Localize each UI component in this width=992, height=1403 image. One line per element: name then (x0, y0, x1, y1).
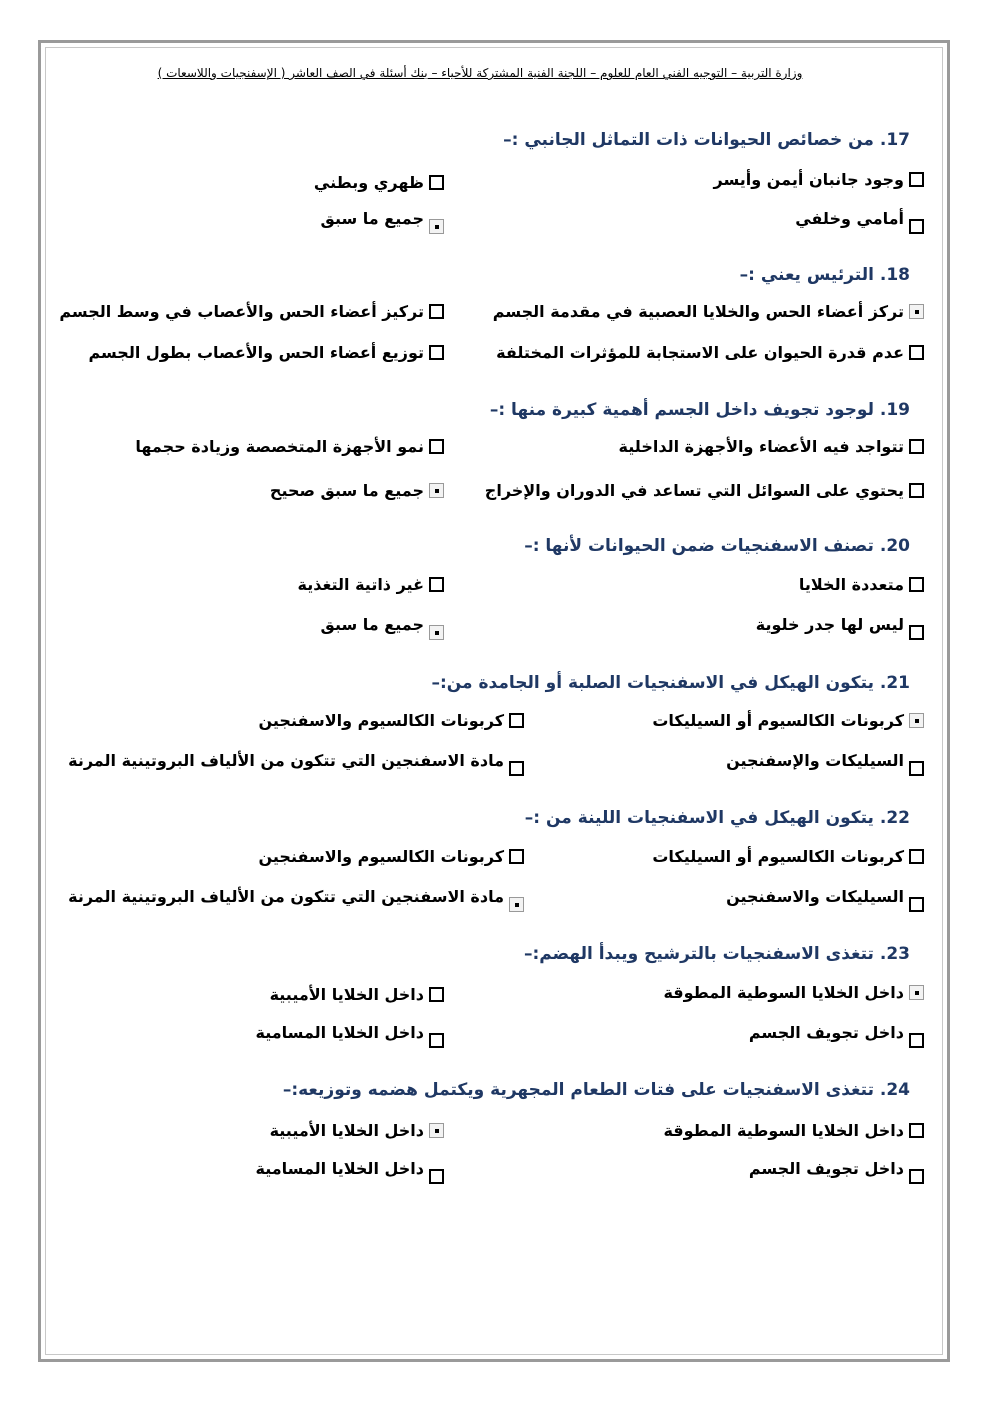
q24-option-d[interactable]: داخل الخلايا المسامية (256, 1158, 444, 1178)
q18-option-b[interactable]: تركيز أعضاء الحس والأعصاب في وسط الجسم (59, 301, 444, 321)
q17-option-c[interactable]: أمامي وخلفي (795, 208, 924, 228)
q23-option-d[interactable]: داخل الخلايا المسامية (256, 1022, 444, 1042)
q24-option-a[interactable]: داخل الخلايا السوطية المطوقة (663, 1120, 924, 1140)
checkbox-icon[interactable] (429, 577, 444, 592)
q22-option-d[interactable]: مادة الاسفنجين التي تتكون من الألياف البروتينية المرنة (68, 886, 524, 906)
q18-option-c[interactable]: عدم قدرة الحيوان على الاستجابة للمؤثرات المختلفة (496, 342, 924, 362)
q20-option-d[interactable]: جميع ما سبق (321, 614, 444, 634)
q23-option-c[interactable]: داخل تجويف الجسم (749, 1022, 924, 1042)
question-17-title: 17. من خصائص الحيوانات ذات التماثل الجانبي :– (503, 130, 910, 150)
q21-option-c[interactable]: السيليكات والإسفنجين (726, 750, 924, 770)
q20-option-b[interactable]: غير ذاتية التغذية (298, 574, 445, 594)
checkbox-icon[interactable] (909, 577, 924, 592)
q20-option-c[interactable]: ليس لها جدر خلوية (756, 614, 924, 634)
q21-option-d[interactable]: مادة الاسفنجين التي تتكون من الألياف البروتينية المرنة (68, 750, 524, 770)
checkbox-icon[interactable] (909, 172, 924, 187)
checkbox-icon[interactable] (509, 761, 524, 776)
q24-option-b[interactable]: داخل الخلايا الأميبية (270, 1120, 444, 1140)
q19-option-c[interactable]: يحتوي على السوائل التي تساعد في الدوران والإخراج (485, 480, 924, 500)
checkbox-icon[interactable] (909, 1169, 924, 1184)
question-22-title: 22. يتكون الهيكل في الاسفنجيات اللينة من :– (524, 808, 910, 828)
checked-checkbox-icon[interactable] (909, 985, 924, 1000)
q17-option-d[interactable]: جميع ما سبق (321, 208, 444, 228)
q24-option-c[interactable]: داخل تجويف الجسم (749, 1158, 924, 1178)
checkbox-icon[interactable] (429, 1033, 444, 1048)
q19-option-b[interactable]: نمو الأجهزة المتخصصة وزيادة حجمها (135, 436, 444, 456)
question-20-title: 20. تصنف الاسفنجيات ضمن الحيوانات لأنها :– (524, 536, 910, 556)
checkbox-icon[interactable] (909, 345, 924, 360)
page-header: وزارة التربية – التوجيه الفني العام للعلوم – اللجنة الفنية المشتركة للأحياء – بنك أسئلة في الصف العاشر ( الإسفنجيات واللاسعات ) (157, 66, 803, 80)
checkbox-icon[interactable] (909, 219, 924, 234)
checkbox-icon[interactable] (909, 1033, 924, 1048)
checkbox-icon[interactable] (909, 761, 924, 776)
checked-checkbox-icon[interactable] (909, 304, 924, 319)
checkbox-icon[interactable] (909, 483, 924, 498)
q18-option-d[interactable]: توزيع أعضاء الحس والأعصاب بطول الجسم (88, 342, 444, 362)
checked-checkbox-icon[interactable] (509, 897, 524, 912)
q22-option-a[interactable]: كربونات الكالسيوم أو السيليكات (652, 846, 924, 866)
q23-option-a[interactable]: داخل الخلايا السوطية المطوقة (663, 982, 924, 1002)
checkbox-icon[interactable] (509, 849, 524, 864)
q23-option-b[interactable]: داخل الخلايا الأميبية (270, 984, 444, 1004)
q22-option-b[interactable]: كربونات الكالسيوم والاسفنجين (259, 846, 525, 866)
q18-option-a[interactable]: تركز أعضاء الحس والخلايا العصبية في مقدمة الجسم (493, 301, 924, 321)
checkbox-icon[interactable] (909, 849, 924, 864)
checked-checkbox-icon[interactable] (429, 483, 444, 498)
q19-option-d[interactable]: جميع ما سبق صحيح (270, 480, 444, 500)
checkbox-icon[interactable] (909, 439, 924, 454)
checkbox-icon[interactable] (429, 987, 444, 1002)
question-19-title: 19. لوجود تجويف داخل الجسم أهمية كبيرة منها :– (489, 400, 910, 420)
checked-checkbox-icon[interactable] (909, 713, 924, 728)
checkbox-icon[interactable] (909, 625, 924, 640)
q21-option-a[interactable]: كربونات الكالسيوم أو السيليكات (652, 710, 924, 730)
checkbox-icon[interactable] (429, 1169, 444, 1184)
question-24-title: 24. تتغذى الاسفنجيات على فتات الطعام المجهرية ويكتمل هضمه وتوزيعه:– (282, 1080, 910, 1100)
checkbox-icon[interactable] (429, 304, 444, 319)
checked-checkbox-icon[interactable] (429, 1123, 444, 1138)
checked-checkbox-icon[interactable] (429, 219, 444, 234)
question-21-title: 21. يتكون الهيكل في الاسفنجيات الصلبة أو الجامدة من:– (431, 673, 910, 693)
checkbox-icon[interactable] (429, 175, 444, 190)
checked-checkbox-icon[interactable] (429, 625, 444, 640)
question-23-title: 23. تتغذى الاسفنجيات بالترشيح ويبدأ الهضم:– (523, 944, 910, 964)
checkbox-icon[interactable] (509, 713, 524, 728)
q20-option-a[interactable]: متعددة الخلايا (799, 574, 924, 594)
q17-option-b[interactable]: ظهري وبطني (314, 172, 444, 192)
q19-option-a[interactable]: تتواجد فيه الأعضاء والأجهزة الداخلية (619, 436, 924, 456)
checkbox-icon[interactable] (909, 897, 924, 912)
q22-option-c[interactable]: السيليكات والاسفنجين (726, 886, 924, 906)
q21-option-b[interactable]: كربونات الكالسيوم والاسفنجين (259, 710, 525, 730)
checkbox-icon[interactable] (429, 345, 444, 360)
checkbox-icon[interactable] (909, 1123, 924, 1138)
q17-option-a[interactable]: وجود جانبان أيمن وأيسر (714, 169, 924, 189)
question-18-title: 18. الترئيس يعني :– (739, 265, 910, 285)
checkbox-icon[interactable] (429, 439, 444, 454)
